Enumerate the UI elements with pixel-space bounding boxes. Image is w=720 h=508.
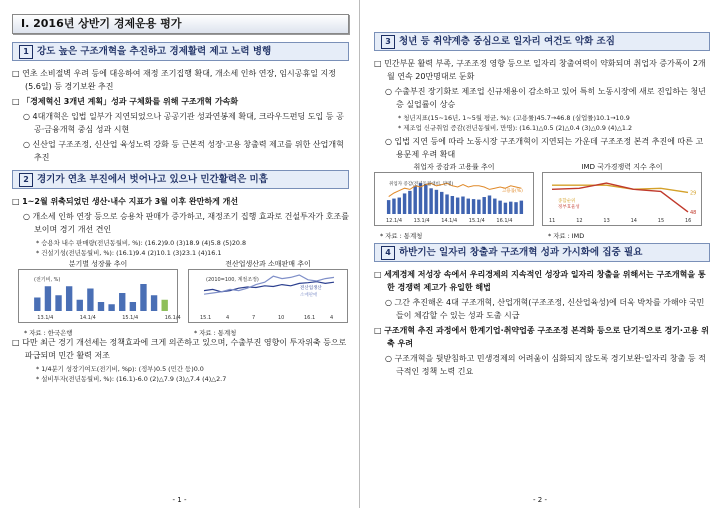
page-number: - 2 - <box>533 496 547 504</box>
bar <box>424 184 427 214</box>
legend-entry: 소매판매 <box>300 293 318 298</box>
bar <box>403 193 406 214</box>
x-tick-label: 15.1 <box>200 315 212 321</box>
bar <box>387 200 390 214</box>
x-tick-label: 15 <box>657 218 665 224</box>
x-tick-label: 12 <box>576 218 583 224</box>
chart-source: * 자료 : 한국은행 <box>24 329 73 337</box>
imd-chart <box>542 163 702 240</box>
x-tick-label: 14.1/4 <box>441 218 458 224</box>
bar <box>472 199 475 214</box>
production-line-chart <box>188 269 348 323</box>
x-tick-label: 15.1/4 <box>468 218 485 224</box>
section-heading-2 <box>12 170 349 189</box>
bar <box>87 289 93 312</box>
bar <box>162 300 168 311</box>
chart-row-right <box>374 163 710 240</box>
x-tick-label: 12.1/4 <box>386 218 402 224</box>
bar <box>451 196 454 214</box>
production-chart <box>188 260 348 337</box>
bar <box>98 302 104 311</box>
employment-chart <box>374 163 534 240</box>
bullet: ○ 신산업 구조조정, 신산업 육성노력 강화 등 근본적 성장·고용 창출력 제고를 위한 산업개혁 추진 <box>23 140 344 162</box>
footnote: * 청년지표(15~16년, 1~5월 평균, %): (고용률)45.7→46.8 (실업률)10.1→10.9 <box>398 114 630 122</box>
x-tick-label: 13.1/4 <box>413 218 430 224</box>
chart-source: * 자료 : 통계청 <box>380 232 423 240</box>
chart-note: (2010=100, 계절조정) <box>206 277 259 283</box>
bar <box>482 197 485 214</box>
data-label: 48 <box>690 209 697 216</box>
section-number: 4 <box>381 246 395 260</box>
bar <box>77 300 83 311</box>
x-tick-label: 13.1/4 <box>37 315 54 321</box>
paragraph: □ 민간부문 활력 부족, 구조조정 영향 등으로 일자리 창출여력이 약화되며 취업자 증가폭이 2개월 연속 20만명대로 둔화 <box>374 59 706 81</box>
bar <box>413 186 416 214</box>
x-tick-label: 4 <box>330 315 334 321</box>
bar <box>520 201 523 214</box>
section-title: 경기가 연초 부진에서 벗어나고 있으나 민간활력은 미흡 <box>37 174 268 185</box>
bar <box>493 199 496 214</box>
bar <box>419 183 422 214</box>
chart-title: 전산업생산과 소매판매 추이 <box>225 260 311 268</box>
bar <box>398 198 401 214</box>
chart-title: IMD 국가경쟁력 지수 추이 <box>581 163 663 171</box>
x-tick-label: 10 <box>278 315 285 321</box>
section-title: 하반기는 일자리 창출과 구조개혁 성과 가시화에 집중 필요 <box>399 247 643 258</box>
section-number: 1 <box>19 45 33 59</box>
bar <box>392 199 395 214</box>
bullet: ○ 그간 추진해온 4대 구조개혁, 산업개혁(구조조정, 신산업육성)에 더욱 박차를 가해야 국민들이 체감할 수 있는 성과 도출 시급 <box>385 298 705 320</box>
bar <box>108 304 114 311</box>
section-heading-3 <box>374 32 710 51</box>
bar <box>66 286 72 311</box>
section-number: 3 <box>381 35 395 49</box>
bar <box>408 191 411 214</box>
bar <box>456 198 459 214</box>
chart-source: * 자료 : 통계청 <box>194 329 237 337</box>
legend-entry: 고용률(%) <box>502 189 523 194</box>
chart-source: * 자료 : IMD <box>548 232 585 240</box>
footnote: * 1/4분기 성장기여도(전기비, %p): (정부)0.5 (민간 등)0.0 <box>36 365 204 373</box>
section-number: 2 <box>19 173 33 187</box>
bar <box>140 284 146 311</box>
x-tick-label: 7 <box>252 315 256 321</box>
legend-entry: 정부효율성 <box>558 205 580 210</box>
bar <box>514 202 517 214</box>
legend-entry: 전산업생산 <box>300 286 322 291</box>
paragraph: □ 구조개혁 추진 과정에서 한계기업·취약업종 구조조정 본격화 등으로 단기적으로 경기·고용 위축 우려 <box>374 326 709 348</box>
bar <box>435 190 438 214</box>
footnote: * 건설기성(전년동월비, %): (16.1)9.4 (2)10.1 (3)23.1 (4)16.1 <box>36 249 222 257</box>
bar <box>504 203 507 214</box>
x-tick-label: 16 <box>685 218 692 224</box>
bullet: ○ 입법 지연 등에 따라 노동시장 구조개혁이 지연되는 가운데 구조조정 본격 추진에 따른 고용문제 우려 확대 <box>385 137 704 159</box>
x-tick-label: 16.1/4 <box>496 218 513 224</box>
bar <box>477 200 480 214</box>
growth-chart <box>18 260 181 337</box>
x-tick-label: 15.1/4 <box>122 315 139 321</box>
footnote: * 제조업 신규취업 증감(전년동월비, 만명): (16.1)△0.5 (2)△0.4 (3)△0.9 (4)△1.2 <box>398 124 633 132</box>
paragraph: □ 연초 소비절벽 우려 등에 대응하여 재정 조기집행 확대, 개소세 인하 연장, 임시공휴일 지정(5.6일) 등 경기보완 추진 <box>12 69 336 91</box>
footnote: * 승용차 내수 판매량(전년동월비, %): (16.2)9.0 (3)18.9 (4)5.8 (5)20.8 <box>36 239 247 247</box>
chart-row-left <box>12 260 349 337</box>
bar <box>55 295 61 311</box>
section-heading-4 <box>374 243 710 262</box>
employment-bar-chart <box>374 172 534 226</box>
bar <box>445 194 448 214</box>
x-tick-label: 16.1 <box>304 315 316 321</box>
y-axis-label: (전기비, %) <box>34 277 61 283</box>
x-tick-label: 11 <box>549 218 556 224</box>
chart-title: 분기별 성장률 추이 <box>68 260 128 268</box>
bar <box>34 298 40 312</box>
bullet: ○ 수출부진 장기화로 제조업 신규채용이 감소하고 있어 특히 노동시장에 새로 진입하는 청년층 실업률이 상승 <box>385 87 706 109</box>
bar <box>467 199 470 214</box>
section-title: 강도 높은 구조개혁을 추진하고 경제활력 제고 노력 병행 <box>37 46 272 57</box>
bar <box>509 202 512 214</box>
bar <box>429 188 432 214</box>
x-tick-label: 14 <box>630 218 637 224</box>
imd-line-chart <box>542 172 702 226</box>
bar <box>119 293 125 311</box>
paragraph: □ 「경제혁신 3개년 계획」성과 구체화를 위해 구조개혁 가속화 <box>12 97 239 106</box>
bar <box>498 201 501 214</box>
legend-entry: 종합순위 <box>558 199 576 204</box>
bar <box>461 197 464 214</box>
x-tick-label: 14.1/4 <box>79 315 96 321</box>
x-tick-label: 16.1/4 <box>164 315 181 321</box>
bar <box>130 302 136 311</box>
page-number: - 1 - <box>172 496 187 504</box>
data-label: 29 <box>690 190 697 197</box>
page-right <box>360 0 720 508</box>
section-heading-1 <box>12 42 349 61</box>
bullet: ○ 구조개혁을 뒷받침하고 민생경제의 어려움이 심화되지 않도록 경기보완·일자리 창출 등 적극적인 정책 노력 긴요 <box>385 354 706 376</box>
bar <box>488 195 491 214</box>
bar <box>151 295 157 311</box>
paragraph: □ 다만 최근 경기 개선세는 정책효과에 크게 의존하고 있으며, 수출부진 영향이 투자위축 등으로 파급되며 민간 활력 저조 <box>12 338 347 360</box>
legend-entry: 취업자 증감(전년동월대비, 만명) <box>389 182 454 187</box>
bullet: ○ 4대개혁은 입법 일부가 지연되었으나 공공기관 성과연봉제 확대, 크라우드펀딩 도입 등 공공·금융개혁 중심 성과 시현 <box>23 112 344 134</box>
bar <box>45 286 51 311</box>
x-tick-label: 13 <box>603 218 610 224</box>
bar <box>440 192 443 214</box>
paragraph: □ 세계경제 저성장 속에서 우리경제의 지속적인 성장과 일자리 창출을 위해서는 구조개혁을 통한 경쟁력 제고가 유일한 해법 <box>374 270 706 292</box>
bullet: ○ 개소세 인하 연장 등으로 승용차 판매가 증가하고, 재정조기 집행 효과로 건설투자가 호조를 보이며 경기 개선 견인 <box>23 212 349 234</box>
x-tick-label: 4 <box>226 315 230 321</box>
section-title: 청년 등 취약계층 중심으로 일자리 여건도 악화 조짐 <box>399 36 615 47</box>
paragraph: □ 1~2월 위축되었던 생산·내수 지표가 3월 이후 완만하게 개선 <box>12 197 239 206</box>
growth-bar-chart <box>18 269 181 323</box>
page-title: Ⅰ. 2016년 상반기 경제운용 평가 <box>12 14 349 34</box>
chart-title: 취업자 증감과 고용률 추이 <box>413 163 495 171</box>
footnote: * 설비투자(전년동월비, %): (16.1)-6.0 (2)△7.9 (3)△7.4 (4)△2.7 <box>36 375 227 383</box>
